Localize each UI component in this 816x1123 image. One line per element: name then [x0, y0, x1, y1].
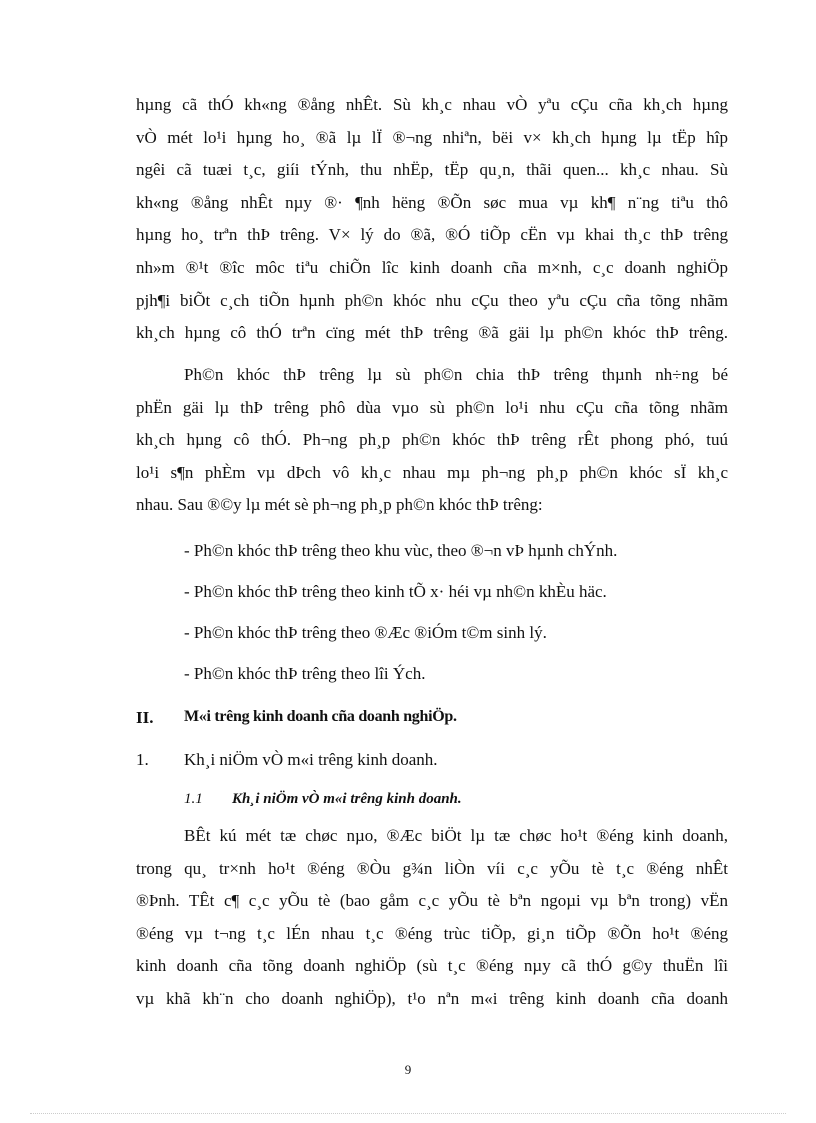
page-bottom-divider	[30, 1113, 786, 1114]
text-line: kh¸ch hµng cô thÓ. Ph¬ng ph¸p ph©n khóc thÞ trêng rÊt phong phó, tuú	[136, 430, 728, 450]
text-line: trong qu¸ tr×nh ho¹t ®éng ®Òu g¾n liÒn víi c¸c yÕu tè t¸c ®éng nhÊt	[136, 858, 728, 878]
text-line: pjh¶i biÕt c¸ch tiÕn hµnh ph©n khóc nhu cÇu theo yªu cÇu cña tõng nhãm	[136, 290, 728, 310]
text-line: hµng ho¸ trªn thÞ trêng. V× lý do ®ã, ®Ó tiÕp cËn vµ khai th¸c thÞ trêng	[136, 225, 728, 245]
text-line: kinh doanh cña tõng doanh nghiÖp (sù t¸c ®éng nµy cã thÓ g©y thuËn lîi	[136, 956, 728, 976]
section-title: M«i trêng kinh doanh cña doanh nghiÖp.	[184, 708, 457, 725]
bullet-list	[184, 530, 617, 694]
list-item: - Ph©n khóc thÞ trêng theo kinh tÕ x· héi vµ nh©n khÈu häc.	[184, 582, 607, 601]
subsubsection-number: 1.1	[184, 791, 203, 807]
text-line: kh«ng ®ång nhÊt nµy ®· ¶nh hëng ®Õn søc mua vµ kh¶ n¨ng tiªu thô	[136, 192, 728, 212]
text-line: Ph©n khóc thÞ trêng lµ sù ph©n chia thÞ trêng thµnh nh÷ng bé	[184, 365, 728, 384]
page-number: 9	[404, 1062, 412, 1077]
text-line: vµ khã kh¨n cho doanh nghiÖp), t¹o nªn m«i trêng kinh doanh cña doanh	[136, 988, 728, 1008]
text-line: vÒ mét lo¹i hµng ho¸ ®ã lµ lÏ ®¬ng nhiªn, bëi v× kh¸ch hµng lµ tËp hîp	[136, 127, 728, 147]
section-number: II.	[136, 708, 154, 727]
list-item: - Ph©n khóc thÞ trêng theo ®Æc ®iÓm t©m sinh lý.	[184, 623, 547, 642]
text-line: nhau. Sau ®©y lµ mét sè ph¬ng ph¸p ph©n khóc thÞ trêng:	[136, 495, 543, 515]
text-line: kh¸ch hµng cô thÓ trªn cïng mét thÞ trêng ®ã gäi lµ ph©n khóc thÞ trêng.	[136, 323, 728, 343]
text-line: ®éng vµ t¬ng t¸c lÉn nhau t¸c ®éng trùc tiÕp, gi¸n tiÕp ®Õn ho¹t ®éng	[136, 923, 728, 943]
list-item: - Ph©n khóc thÞ trêng theo lîi Ých.	[184, 664, 426, 683]
subsection-title: Kh¸i niÖm vÒ m«i trêng kinh doanh.	[184, 750, 438, 769]
paragraph-1	[136, 89, 728, 350]
text-line: BÊt kú mét tæ chøc nµo, ®Æc biÖt lµ tæ chøc ho¹t ®éng kinh doanh,	[184, 826, 728, 845]
text-line: nh»m ®¹t ®îc môc tiªu chiÕn lîc kinh doanh cña m×nh, c¸c doanh nghiÖp	[136, 257, 728, 277]
subsection-number: 1.	[136, 750, 149, 769]
paragraph-3	[136, 820, 728, 1016]
text-line: hµng cã thÓ kh«ng ®ång nhÊt. Sù kh¸c nhau vÒ yªu cÇu cña kh¸ch hµng	[136, 95, 728, 114]
text-line: ngêi cã tuæi t¸c, giíi tÝnh, thu nhËp, tËp qu¸n, thãi quen... kh¸c nhau. Sù	[136, 160, 728, 180]
subsubsection-title: Kh¸i niÖm vÒ m«i trêng kinh doanh.	[232, 791, 462, 807]
paragraph-2	[136, 359, 728, 522]
list-item: - Ph©n khóc thÞ trêng theo khu vùc, theo ®¬n vÞ hµnh chÝnh.	[184, 541, 618, 560]
text-line: ®Þnh. TÊt c¶ c¸c yÕu tè (bao gåm c¸c yÕu tè bªn ngoµi vµ bªn trong) vËn	[136, 891, 728, 911]
text-line: lo¹i s¶n phÈm vµ dÞch vô kh¸c nhau mµ ph¬ng ph¸p ph©n khóc sÏ kh¸c	[136, 462, 728, 482]
text-line: phËn gäi lµ thÞ trêng phô dùa vµo sù ph©n lo¹i nhu cÇu cña tõng nhãm	[136, 397, 728, 417]
